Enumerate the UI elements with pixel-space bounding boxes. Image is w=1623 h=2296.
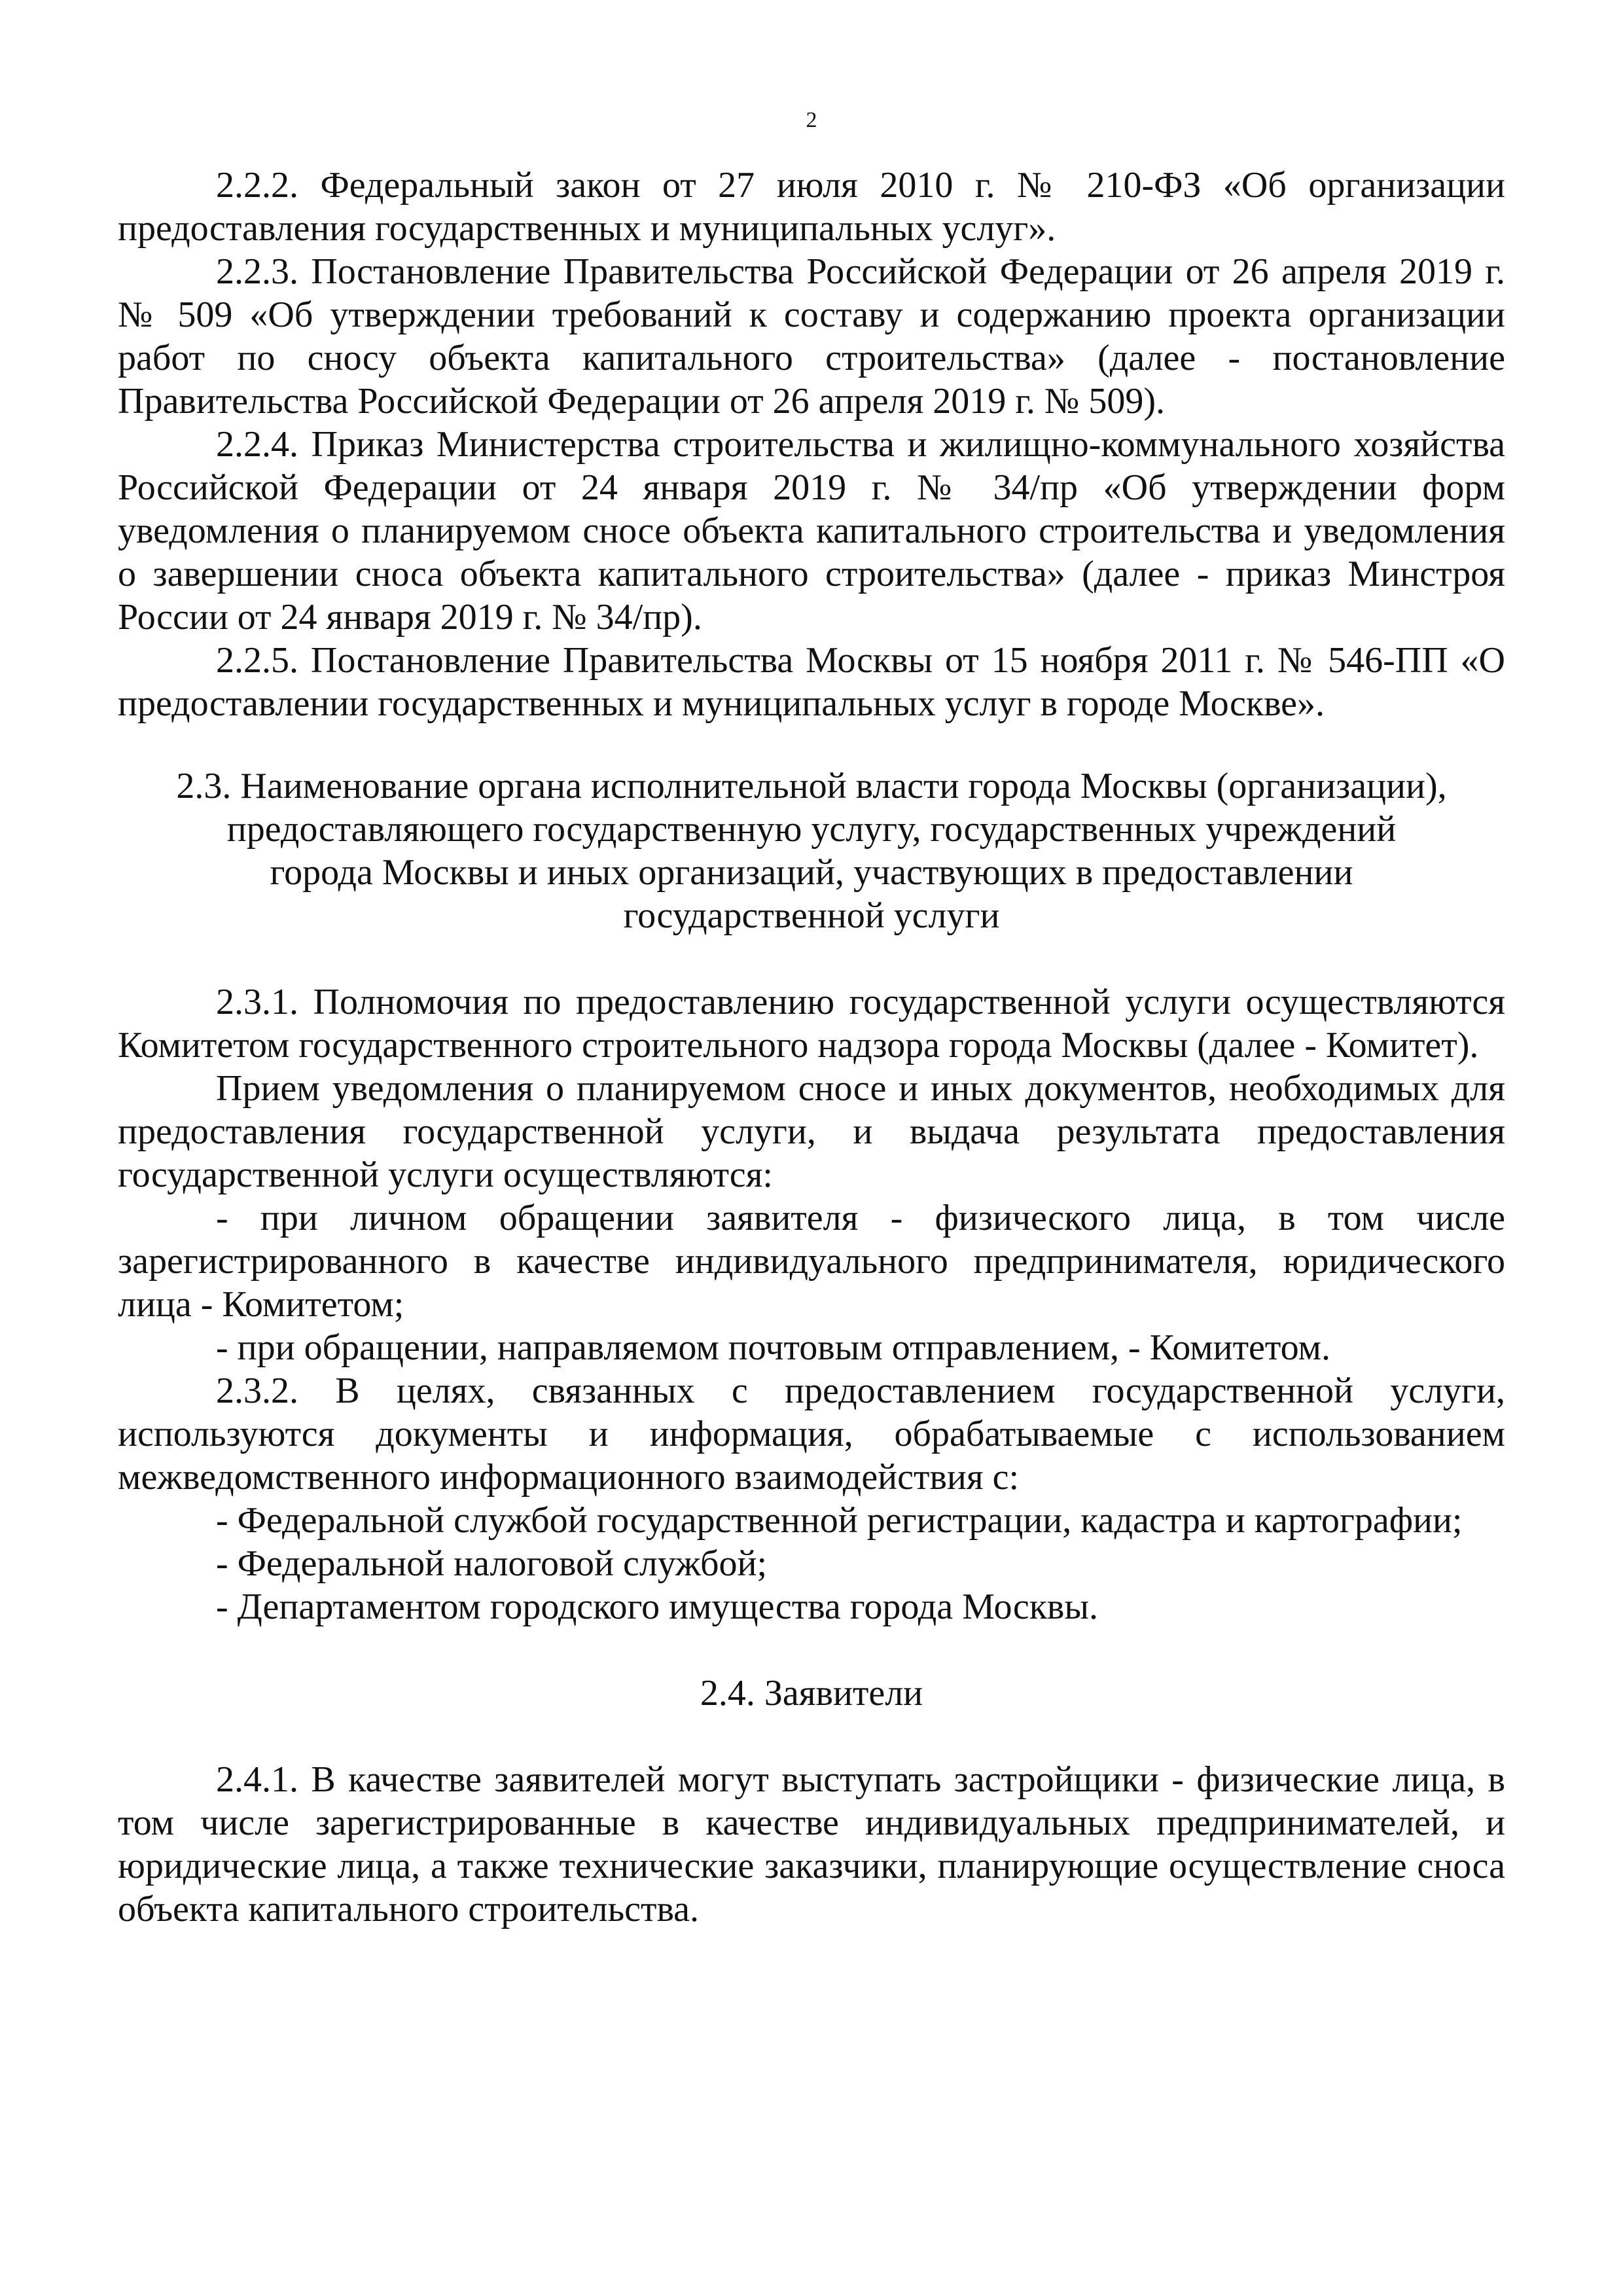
paragraph-reception: Прием уведомления о планируемом сносе и иных документов, необходимых для предоставления государственной услуги, и выдача результата предоставления государственной услуги осуществляются:	[118, 1068, 1505, 1195]
heading-line: предоставляющего государственную услугу, государственных учреждений	[226, 809, 1397, 850]
list-item-postal-appeal: - при обращении, направляемом почтовым отправлением, - Комитетом.	[216, 1327, 1330, 1368]
paragraph-2-2-2: 2.2.2. Федеральный закон от 27 июля 2010 г. № 210-ФЗ «Об организации предоставления государственных и муниципальных услуг».	[118, 165, 1505, 249]
heading-line: города Москвы и иных организаций, участвующих в предоставлении	[270, 852, 1353, 893]
list-item-rosreestr: - Федеральной службой государственной регистрации, кадастра и картографии;	[216, 1500, 1463, 1541]
list-item-personal-appeal: - при личном обращении заявителя - физического лица, в том числе зарегистрированного в качестве индивидуального предпринимателя, юридического лица - Комитетом;	[118, 1198, 1505, 1325]
paragraph-2-2-3: 2.2.3. Постановление Правительства Российской Федерации от 26 апреля 2019 г. № 509 «Об утверждении требований к составу и содержанию проекта организации работ по сносу объекта капитального строительства» (далее - постановление Правительства Российской Федерации от 26 апреля 2019 г. № 509).	[118, 251, 1505, 422]
heading-line: государственной услуги	[623, 895, 1000, 936]
list-item-property-department: - Департаментом городского имущества города Москвы.	[216, 1587, 1098, 1627]
list-item-tax-service: - Федеральной налоговой службой;	[216, 1543, 768, 1584]
paragraph-2-3-2: 2.3.2. В целях, связанных с предоставлением государственной услуги, используются документы и информация, обрабатываемые с использованием межведомственного информационного взаимодействия с:	[118, 1371, 1505, 1498]
document-body	[118, 164, 1505, 1931]
section-heading-2-3	[118, 764, 1505, 937]
heading-line: 2.3. Наименование органа исполнительной власти города Москвы (организации),	[176, 766, 1447, 806]
section-heading-2-4: 2.4. Заявители	[700, 1673, 923, 1713]
paragraph-2-4-1: 2.4.1. В качестве заявителей могут выступать застройщики - физические лица, в том числе зарегистрированные в качестве индивидуальных предпринимателей, и юридические лица, а также технические заказчики, планирующие осуществление сноса объекта капитального строительства.	[118, 1759, 1505, 1929]
paragraph-2-3-1: 2.3.1. Полномочия по предоставлению государственной услуги осуществляются Комитетом государственного строительного надзора города Москвы (далее - Комитет).	[118, 982, 1505, 1066]
paragraph-2-2-5: 2.2.5. Постановление Правительства Москвы от 15 ноября 2011 г. № 546-ПП «О предоставлении государственных и муниципальных услуг в городе Москве».	[118, 640, 1505, 724]
paragraph-2-2-4: 2.2.4. Приказ Министерства строительства и жилищно-коммунального хозяйства Российской Федерации от 24 января 2019 г. № 34/пр «Об утверждении форм уведомления о планируемом сносе объекта капитального строительства и уведомления о завершении сноса объекта капитального строительства» (далее - приказ Минстроя России от 24 января 2019 г. № 34/пр).	[118, 424, 1505, 637]
page-number: 2	[806, 108, 817, 132]
